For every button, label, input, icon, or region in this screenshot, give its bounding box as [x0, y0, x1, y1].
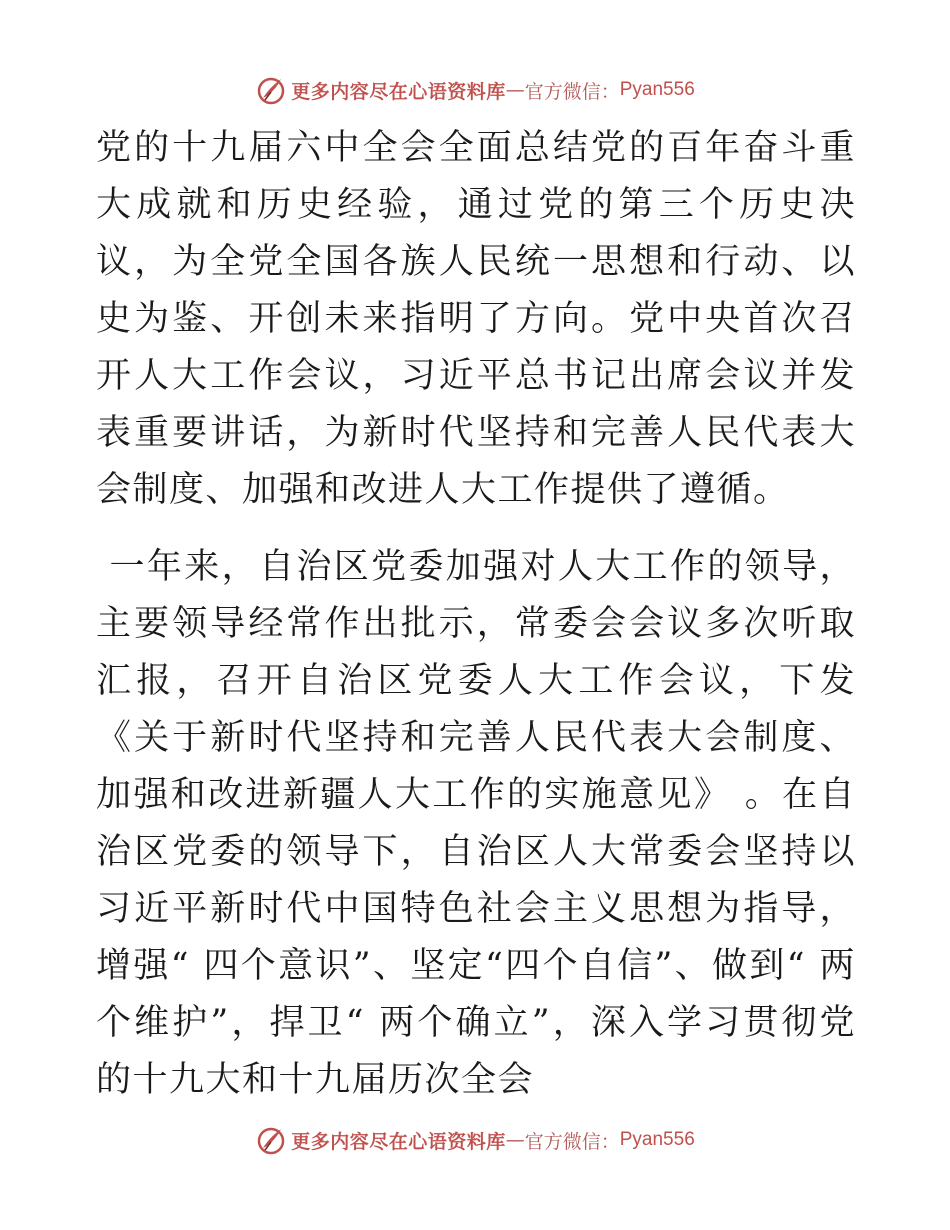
body-paragraph-2: 一年来，自治区党委加强对人大工作的领导，主要领导经常作出批示，常委会会议多次听取汇报，召开自治区党委人大工作会议，下发《关于新时代坚持和完善人民代表大会制度、加强和改进新疆人大工作的实施意见》 。在自治区党委的领导下，自治区人大常委会坚持以习近平新时代中国特色社会主义思想为指导，增强“ 四个意识”、坚定“四个自信”、做到“ 两个维护”，捍卫“ 两个确立”，深入学习贯彻党的十九大和十九届历次全会 [96, 547, 856, 1100]
wechat-label: 官方微信： [524, 1130, 620, 1153]
banner-title: 更多内容尽在心语资料库 [291, 80, 506, 103]
quill-pen-logo-icon [255, 1124, 287, 1156]
document-body [96, 120, 856, 1109]
quill-pen-logo-icon [255, 74, 287, 106]
banner-title: 更多内容尽在心语资料库 [291, 1130, 506, 1153]
wechat-id: Pyan556 [619, 1129, 695, 1150]
banner-separator: — [505, 1129, 525, 1151]
banner-separator: — [505, 79, 525, 101]
wechat-id: Pyan556 [619, 79, 695, 100]
body-paragraph-1: 党的十九届六中全会全面总结党的百年奋斗重大成就和历史经验，通过党的第三个历史决议，为全党全国各族人民统一思想和行动、以史为鉴、开创未来指明了方向。党中央首次召开人大工作会议，习近平总书记出席会议并发表重要讲话，为新时代坚持和完善人民代表大会制度、加强和改进人大工作提供了遵循。 [96, 128, 856, 510]
header-banner [0, 70, 950, 110]
wechat-label: 官方微信： [524, 80, 620, 103]
footer-banner [0, 1120, 950, 1160]
